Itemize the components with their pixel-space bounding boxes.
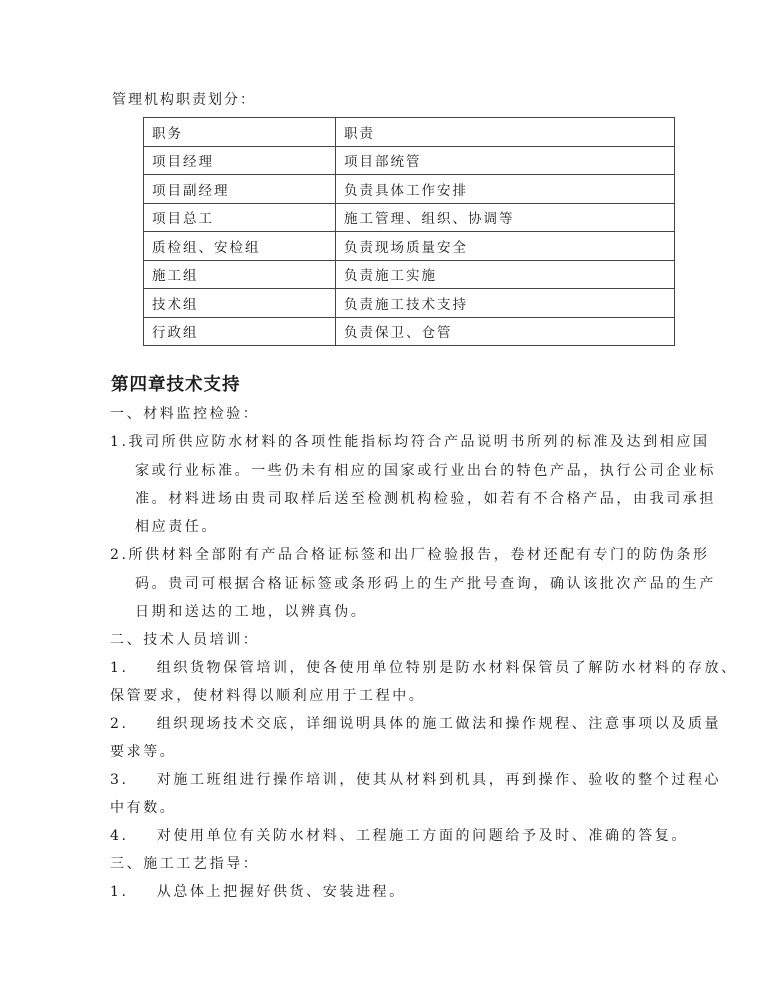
table-cell-duty: 负责具体工作安排 [336, 175, 675, 204]
table-cell-duty: 负责保卫、仓管 [336, 317, 675, 346]
table-cell-duty: 项目部统管 [336, 146, 675, 175]
paragraph-line: 保管要求，使材料得以顺利应用于工程中。 [110, 688, 426, 704]
table-cell-duty: 负责施工实施 [336, 260, 675, 289]
paragraph-line: 1. 从总体上把握好供货、安装进程。 [110, 884, 406, 900]
paragraph-line: 4. 对使用单位有关防水材料、工程施工方面的问题给予及时、准确的答复。 [110, 828, 688, 844]
intro-text: 管理机构职责划分： [112, 92, 256, 108]
table-row [144, 289, 675, 318]
paragraph-line: 家或行业标准。一些仍未有相应的国家或行业出台的特色产品，执行公司企业标 [135, 463, 716, 479]
paragraph-line: 2. 组织现场技术交底，详细说明具体的施工做法和操作规程、注意事项以及质量 [110, 716, 722, 732]
table-row [144, 260, 675, 289]
table-row [144, 146, 675, 175]
table-cell-position: 质检组、安检组 [144, 232, 336, 261]
table-cell-duty: 负责施工技术支持 [336, 289, 675, 318]
table-cell-position: 行政组 [144, 317, 336, 346]
table-row [144, 232, 675, 261]
section-heading: 二、技术人员培训： [110, 632, 260, 648]
paragraph-line: 码。贵司可根据合格证标签或条形码上的生产批号查询，确认该批次产品的生产 [135, 576, 716, 592]
table-row [144, 203, 675, 232]
section-heading: 一、材料监控检验： [110, 406, 260, 422]
paragraph-line: 要求等。 [110, 744, 177, 760]
paragraph-line: 2.所供材料全部附有产品合格证标签和出厂检验报告，卷材还配有专门的防伪条形 [110, 547, 710, 563]
table-cell-duty: 负责现场质量安全 [336, 232, 675, 261]
paragraph-line: 中有数。 [110, 800, 177, 816]
table-header-row [144, 118, 675, 147]
table-cell-position: 技术组 [144, 289, 336, 318]
paragraph-line: 日期和送达的工地，以辨真伪。 [135, 604, 368, 620]
table-header-cell: 职务 [144, 118, 336, 147]
table-header-cell: 职责 [336, 118, 675, 147]
table-row [144, 175, 675, 204]
paragraph-line: 3. 对施工班组进行操作培训，使其从材料到机具，再到操作、验收的整个过程心 [110, 772, 722, 788]
table-cell-position: 项目总工 [144, 203, 336, 232]
paragraph-line: 准。材料进场由贵司取样后送至检测机构检验，如若有不合格产品，由我司承担 [135, 491, 716, 507]
duties-table [143, 117, 675, 346]
table-row [144, 317, 675, 346]
chapter-title: 第四章技术支持 [111, 375, 241, 395]
paragraph-line: 1. 组织货物保管培训，使各使用单位特别是防水材料保管员了解防水材料的存放、 [110, 660, 738, 676]
table-cell-duty: 施工管理、组织、协调等 [336, 203, 675, 232]
paragraph-line: 相应责任。 [135, 519, 218, 535]
table-cell-position: 项目经理 [144, 146, 336, 175]
table-cell-position: 施工组 [144, 260, 336, 289]
table-cell-position: 项目副经理 [144, 175, 336, 204]
section-heading: 三、施工工艺指导： [110, 856, 260, 872]
paragraph-line: 1.我司所供应防水材料的各项性能指标均符合产品说明书所列的标准及达到相应国 [110, 434, 710, 450]
